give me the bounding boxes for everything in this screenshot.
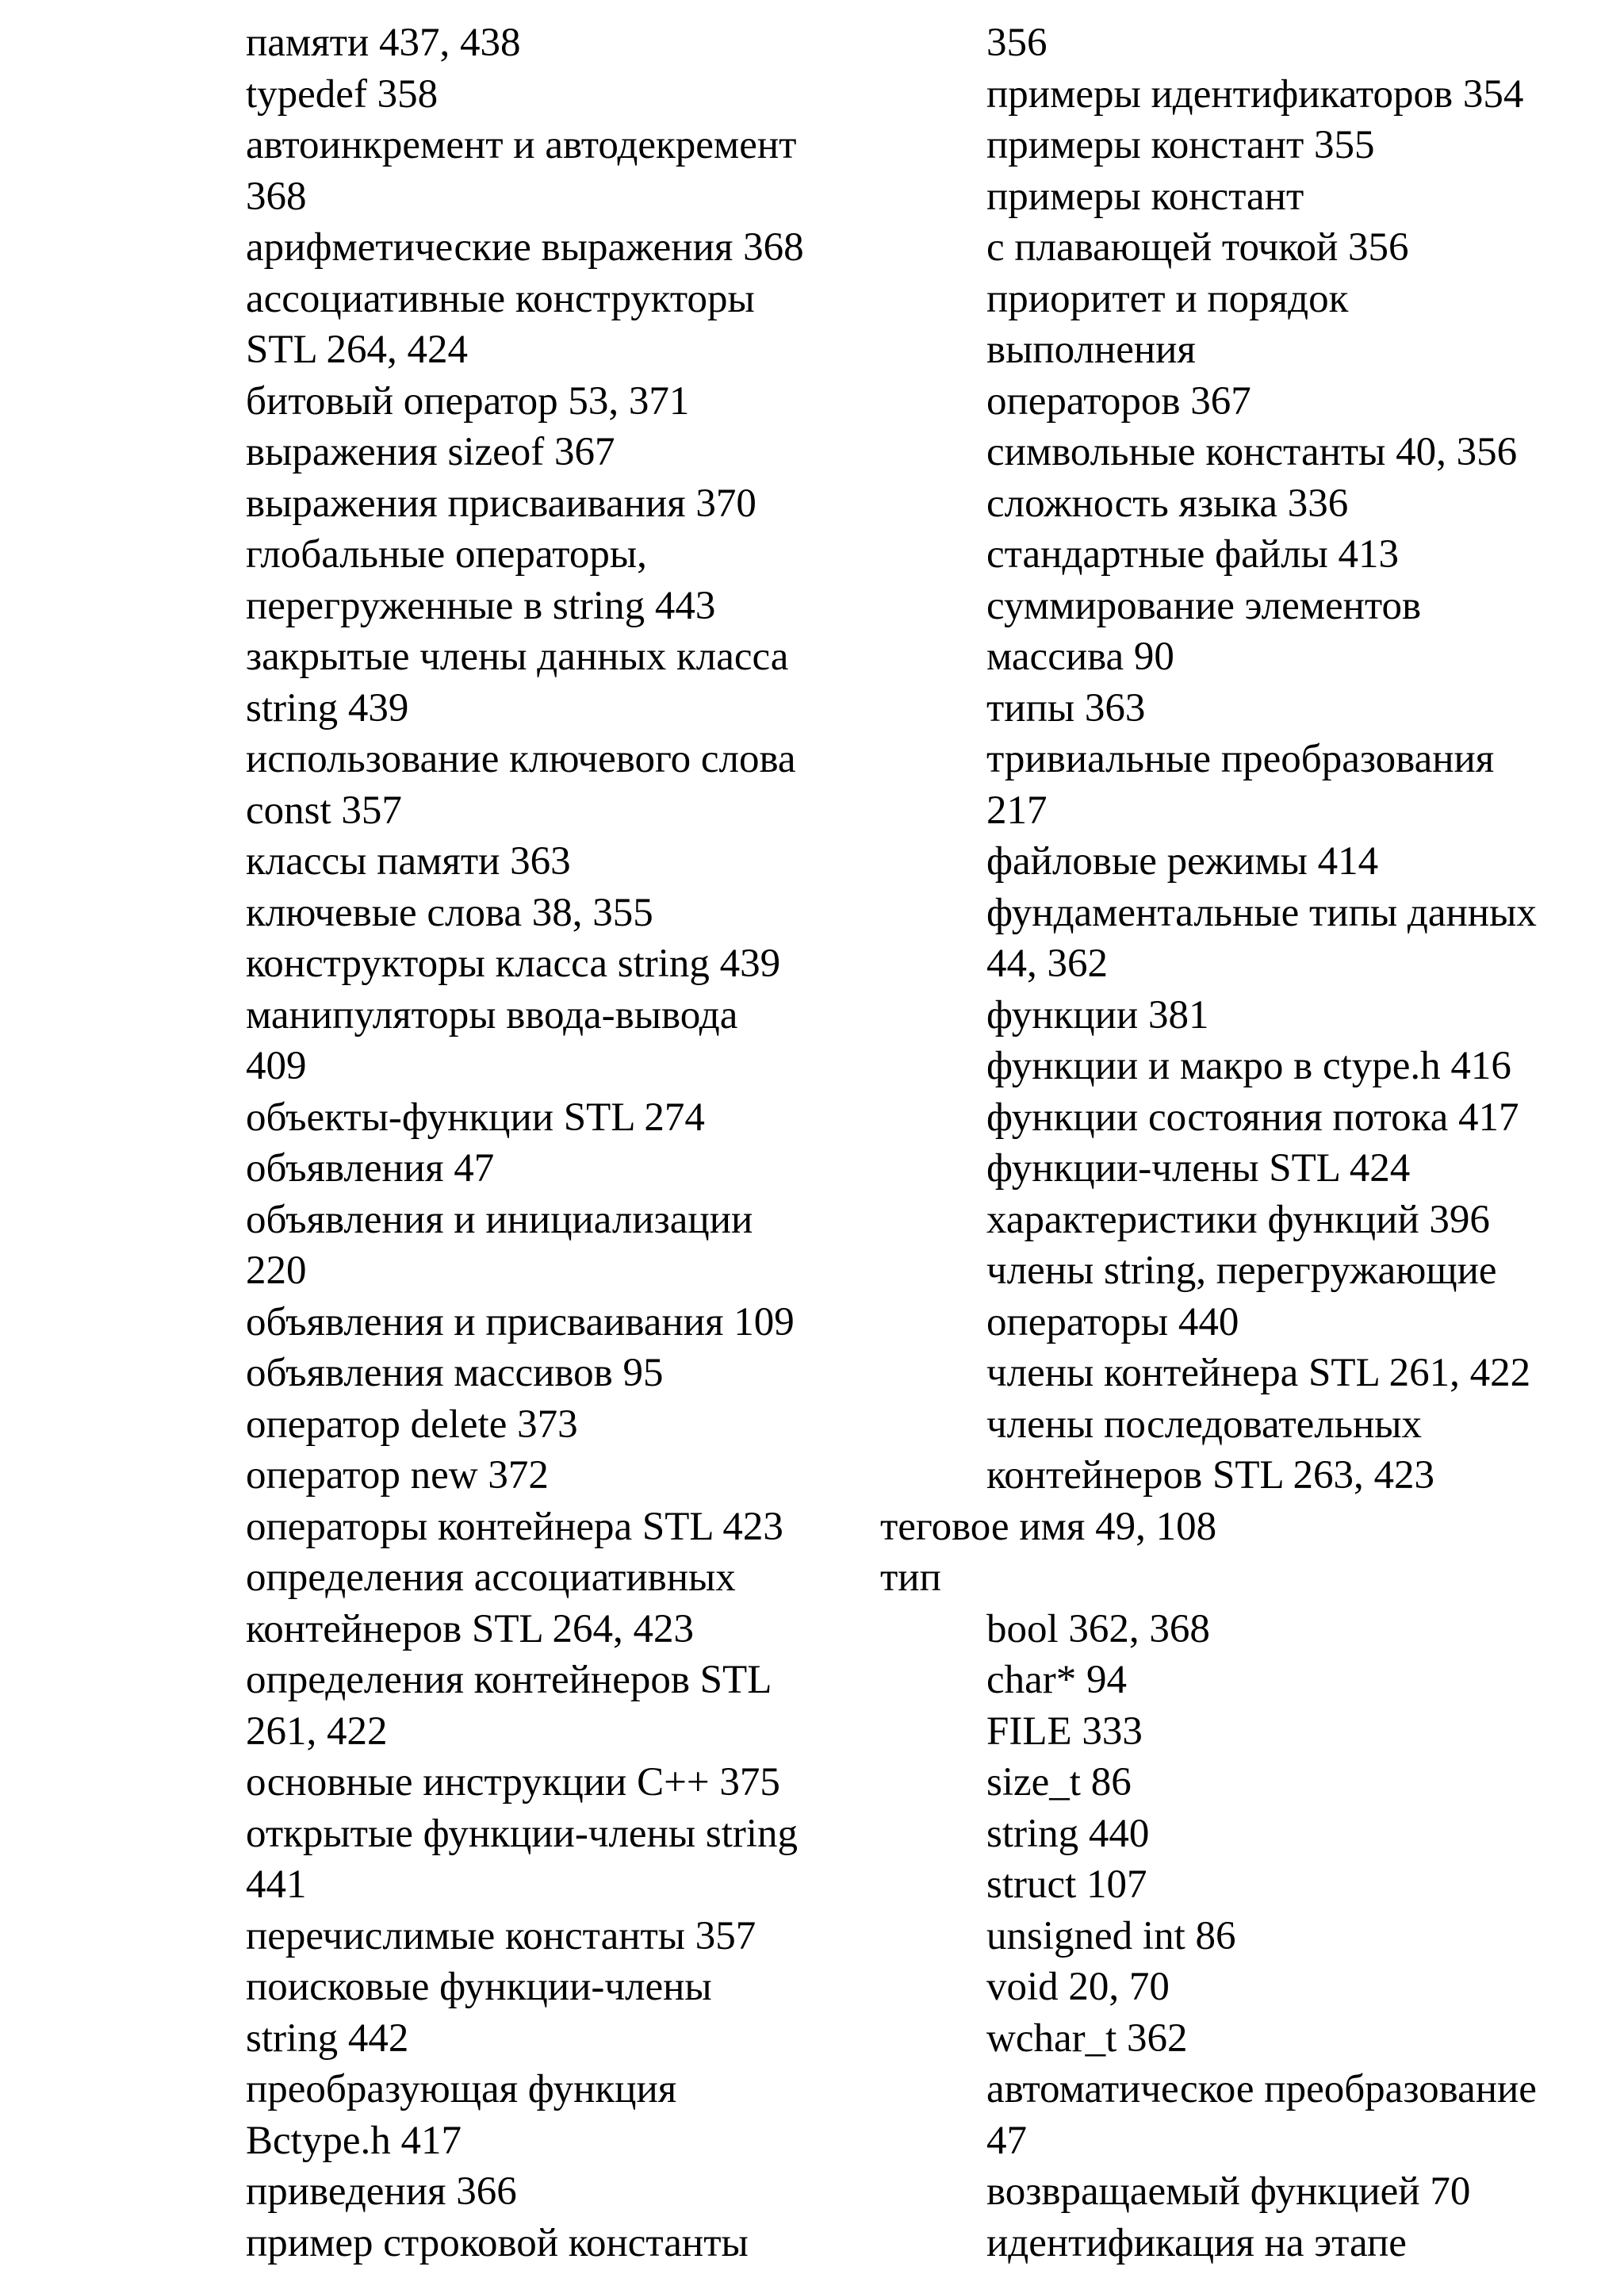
index-subentry: выражения присваивания 370: [246, 481, 756, 526]
index-subentry: перечислимые константы 357: [246, 1913, 756, 1958]
index-subentry: примеры констант: [986, 174, 1304, 219]
index-subentry: битовый оператор 53, 371: [246, 378, 690, 424]
index-subentry: const 357: [246, 788, 402, 833]
index-subentry: стандартные файлы 413: [986, 532, 1400, 577]
index-subentry: файловые режимы 414: [986, 839, 1379, 884]
index-subentry: автоинкремент и автодекремент: [246, 123, 797, 167]
index-subentry: определения контейнеров STL: [246, 1658, 772, 1702]
index-subentry: возвращаемый функцией 70: [986, 2169, 1471, 2214]
index-subentry: тривиальные преобразования: [986, 737, 1495, 781]
index-subentry: выражения sizeof 367: [246, 430, 615, 474]
index-subentry: string 439: [246, 685, 409, 731]
index-subentry: оператор delete 373: [246, 1402, 578, 1447]
index-subentry: 220: [246, 1248, 307, 1293]
index-subentry: FILE 333: [986, 1709, 1143, 1754]
index-subentry: идентификация на этапе: [986, 2220, 1407, 2265]
index-subentry: примеры идентификаторов 354: [986, 71, 1524, 117]
index-subentry: string 442: [246, 2015, 409, 2061]
index-subentry: суммирование элементов: [986, 583, 1422, 628]
index-subentry: 368: [246, 174, 307, 219]
index-subentry: пример строковой константы: [246, 2220, 749, 2265]
index-subentry: определения ассоциативных: [246, 1555, 736, 1600]
index-subentry: памяти 437, 438: [246, 21, 521, 65]
index-subentry: 441: [246, 1862, 307, 1907]
index-subentry: ключевые слова 38, 355: [246, 890, 653, 935]
index-subentry: поисковые функции-члены: [246, 1965, 712, 2009]
index-subentry: конструкторы класса string 439: [246, 942, 781, 986]
index-entry: тип: [880, 1555, 941, 1600]
index-subentry: операторов 367: [986, 378, 1251, 424]
index-subentry: с плавающей точкой 356: [986, 225, 1409, 270]
index-subentry: 261, 422: [246, 1709, 388, 1754]
index-column-right: [880, 17, 1610, 2269]
index-subentry: объявления массивов 95: [246, 1351, 664, 1395]
index-subentry: члены контейнера STL 261, 422: [986, 1351, 1531, 1395]
index-subentry: контейнеров STL 264, 423: [246, 1606, 694, 1651]
index-subentry: функции 381: [986, 992, 1209, 1037]
index-subentry: примеры констант 355: [986, 123, 1375, 167]
index-subentry: объекты-функции STL 274: [246, 1095, 705, 1140]
index-subentry: характеристики функций 396: [986, 1197, 1490, 1242]
index-entry: теговое имя 49, 108: [880, 1504, 1217, 1549]
index-column-left: [140, 17, 853, 2269]
index-subentry: массива 90: [986, 635, 1174, 679]
index-subentry: объявления 47: [246, 1146, 495, 1191]
index-subentry: приоритет и порядок: [986, 276, 1349, 321]
index-subentry: автоматическое преобразование: [986, 2067, 1537, 2111]
index-subentry: unsigned int 86: [986, 1913, 1236, 1958]
index-subentry: функции состояния потока 417: [986, 1095, 1519, 1140]
index-subentry: оператор new 372: [246, 1453, 549, 1498]
index-subentry: основные инструкции C++ 375: [246, 1760, 780, 1805]
index-subentry: bool 362, 368: [986, 1606, 1210, 1651]
index-subentry: 217: [986, 788, 1048, 833]
index-subentry: преобразующая функция: [246, 2067, 677, 2111]
index-subentry: char* 94: [986, 1658, 1128, 1702]
index-subentry: объявления и инициализации: [246, 1197, 753, 1242]
index-subentry: объявления и присваивания 109: [246, 1299, 795, 1344]
index-subentry: string 440: [986, 1811, 1150, 1856]
index-subentry: 356: [986, 21, 1048, 65]
index-subentry: глобальные операторы,: [246, 532, 647, 577]
index-subentry: сложность языка 336: [986, 481, 1349, 526]
index-subentry: size_t 86: [986, 1760, 1132, 1805]
index-subentry: 409: [246, 1044, 307, 1088]
index-subentry: ассоциативные конструкторы: [246, 276, 755, 321]
index-subentry: фундаментальные типы данных: [986, 890, 1537, 935]
index-subentry: манипуляторы ввода-вывода: [246, 992, 738, 1037]
index-subentry: типы 363: [986, 685, 1146, 731]
index-subentry: классы памяти 363: [246, 839, 571, 884]
index-subentry: операторы контейнера STL 423: [246, 1504, 783, 1549]
index-subentry: арифметические выражения 368: [246, 225, 804, 270]
index-subentry: функции-члены STL 424: [986, 1146, 1411, 1191]
index-subentry: 47: [986, 2118, 1027, 2163]
index-subentry: wchar_t 362: [986, 2015, 1188, 2061]
index-subentry: typedef 358: [246, 71, 439, 117]
index-subentry: символьные константы 40, 356: [986, 430, 1518, 474]
index-subentry: void 20, 70: [986, 1965, 1170, 2009]
index-subentry: приведения 366: [246, 2169, 517, 2214]
index-subentry: функции и макро в ctype.h 416: [986, 1044, 1511, 1088]
index-subentry: операторы 440: [986, 1299, 1239, 1344]
index-subentry: члены string, перегружающие: [986, 1248, 1497, 1293]
index-subentry: перегруженные в string 443: [246, 583, 716, 628]
index-subentry: 44, 362: [986, 942, 1108, 986]
index-subentry: открытые функции-члены string: [246, 1811, 799, 1856]
index-subentry: Bctype.h 417: [246, 2118, 462, 2163]
index-subentry: закрытые члены данных класса: [246, 635, 789, 679]
index-subentry: STL 264, 424: [246, 328, 469, 372]
index-subentry: выполнения: [986, 328, 1196, 372]
index-subentry: члены последовательных: [986, 1402, 1423, 1447]
index-subentry: struct 107: [986, 1862, 1147, 1907]
index-subentry: использование ключевого слова: [246, 737, 796, 781]
index-subentry: контейнеров STL 263, 423: [986, 1453, 1434, 1498]
